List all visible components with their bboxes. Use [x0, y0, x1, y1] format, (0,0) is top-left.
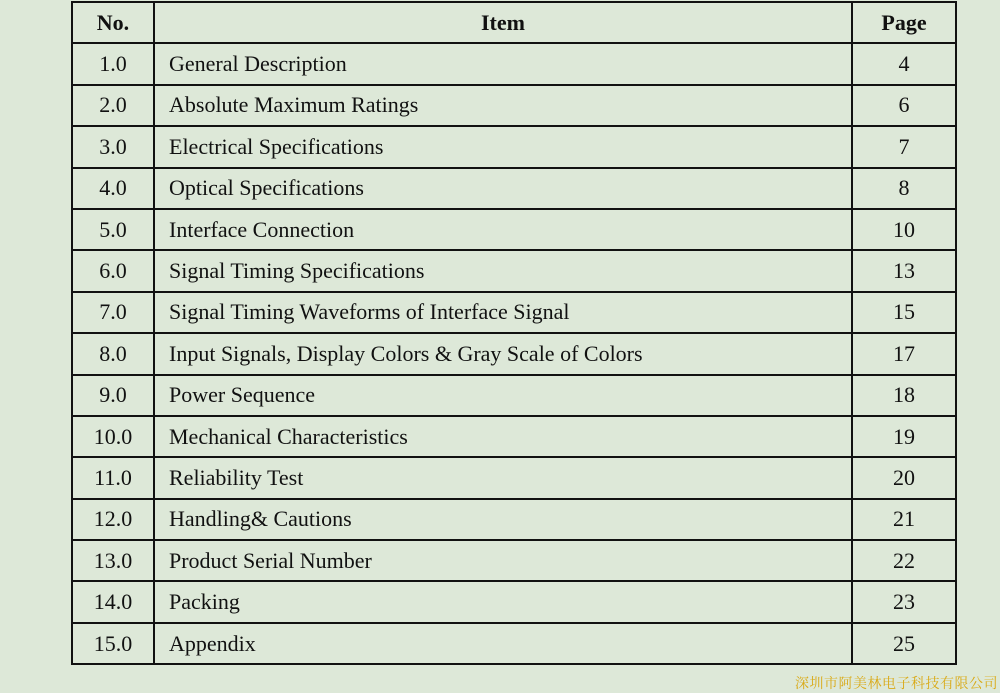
row-item: Mechanical Characteristics — [154, 416, 852, 457]
row-page: 23 — [852, 581, 956, 622]
row-page: 15 — [852, 292, 956, 333]
table-row — [72, 623, 956, 664]
row-page: 13 — [852, 250, 956, 291]
table-row — [72, 250, 956, 291]
row-page: 6 — [852, 85, 956, 126]
row-page: 22 — [852, 540, 956, 581]
row-page: 21 — [852, 499, 956, 540]
table-row — [72, 126, 956, 167]
row-number: 5.0 — [72, 209, 154, 250]
row-page: 7 — [852, 126, 956, 167]
table-row — [72, 375, 956, 416]
row-page: 8 — [852, 168, 956, 209]
row-item: Signal Timing Specifications — [154, 250, 852, 291]
table-row — [72, 416, 956, 457]
row-number: 8.0 — [72, 333, 154, 374]
row-item: Signal Timing Waveforms of Interface Signal — [154, 292, 852, 333]
row-item: Product Serial Number — [154, 540, 852, 581]
table-row — [72, 333, 956, 374]
row-item: Reliability Test — [154, 457, 852, 498]
row-number: 14.0 — [72, 581, 154, 622]
row-page: 17 — [852, 333, 956, 374]
header-item: Item — [154, 2, 852, 43]
row-page: 10 — [852, 209, 956, 250]
table-row — [72, 209, 956, 250]
row-item: General Description — [154, 43, 852, 84]
row-item: Input Signals, Display Colors & Gray Scale of Colors — [154, 333, 852, 374]
row-page: 25 — [852, 623, 956, 664]
table-row — [72, 540, 956, 581]
table-row — [72, 499, 956, 540]
row-number: 9.0 — [72, 375, 154, 416]
row-item: Packing — [154, 581, 852, 622]
row-number: 12.0 — [72, 499, 154, 540]
table-of-contents — [71, 1, 957, 665]
row-item: Absolute Maximum Ratings — [154, 85, 852, 126]
table-row — [72, 43, 956, 84]
row-item: Handling& Cautions — [154, 499, 852, 540]
table-row — [72, 168, 956, 209]
row-page: 18 — [852, 375, 956, 416]
row-number: 2.0 — [72, 85, 154, 126]
table-row — [72, 581, 956, 622]
row-page: 19 — [852, 416, 956, 457]
row-item: Power Sequence — [154, 375, 852, 416]
company-watermark: 深圳市阿美林电子科技有限公司 — [795, 676, 998, 692]
row-number: 15.0 — [72, 623, 154, 664]
row-number: 4.0 — [72, 168, 154, 209]
row-page: 20 — [852, 457, 956, 498]
header-no: No. — [72, 2, 154, 43]
row-number: 6.0 — [72, 250, 154, 291]
table-row — [72, 85, 956, 126]
row-number: 7.0 — [72, 292, 154, 333]
header-page: Page — [852, 2, 956, 43]
row-item: Optical Specifications — [154, 168, 852, 209]
header-row — [72, 2, 956, 43]
table-row — [72, 457, 956, 498]
row-number: 1.0 — [72, 43, 154, 84]
row-number: 10.0 — [72, 416, 154, 457]
row-item: Interface Connection — [154, 209, 852, 250]
row-page: 4 — [852, 43, 956, 84]
row-number: 11.0 — [72, 457, 154, 498]
row-number: 3.0 — [72, 126, 154, 167]
row-number: 13.0 — [72, 540, 154, 581]
table-row — [72, 292, 956, 333]
row-item: Appendix — [154, 623, 852, 664]
row-item: Electrical Specifications — [154, 126, 852, 167]
